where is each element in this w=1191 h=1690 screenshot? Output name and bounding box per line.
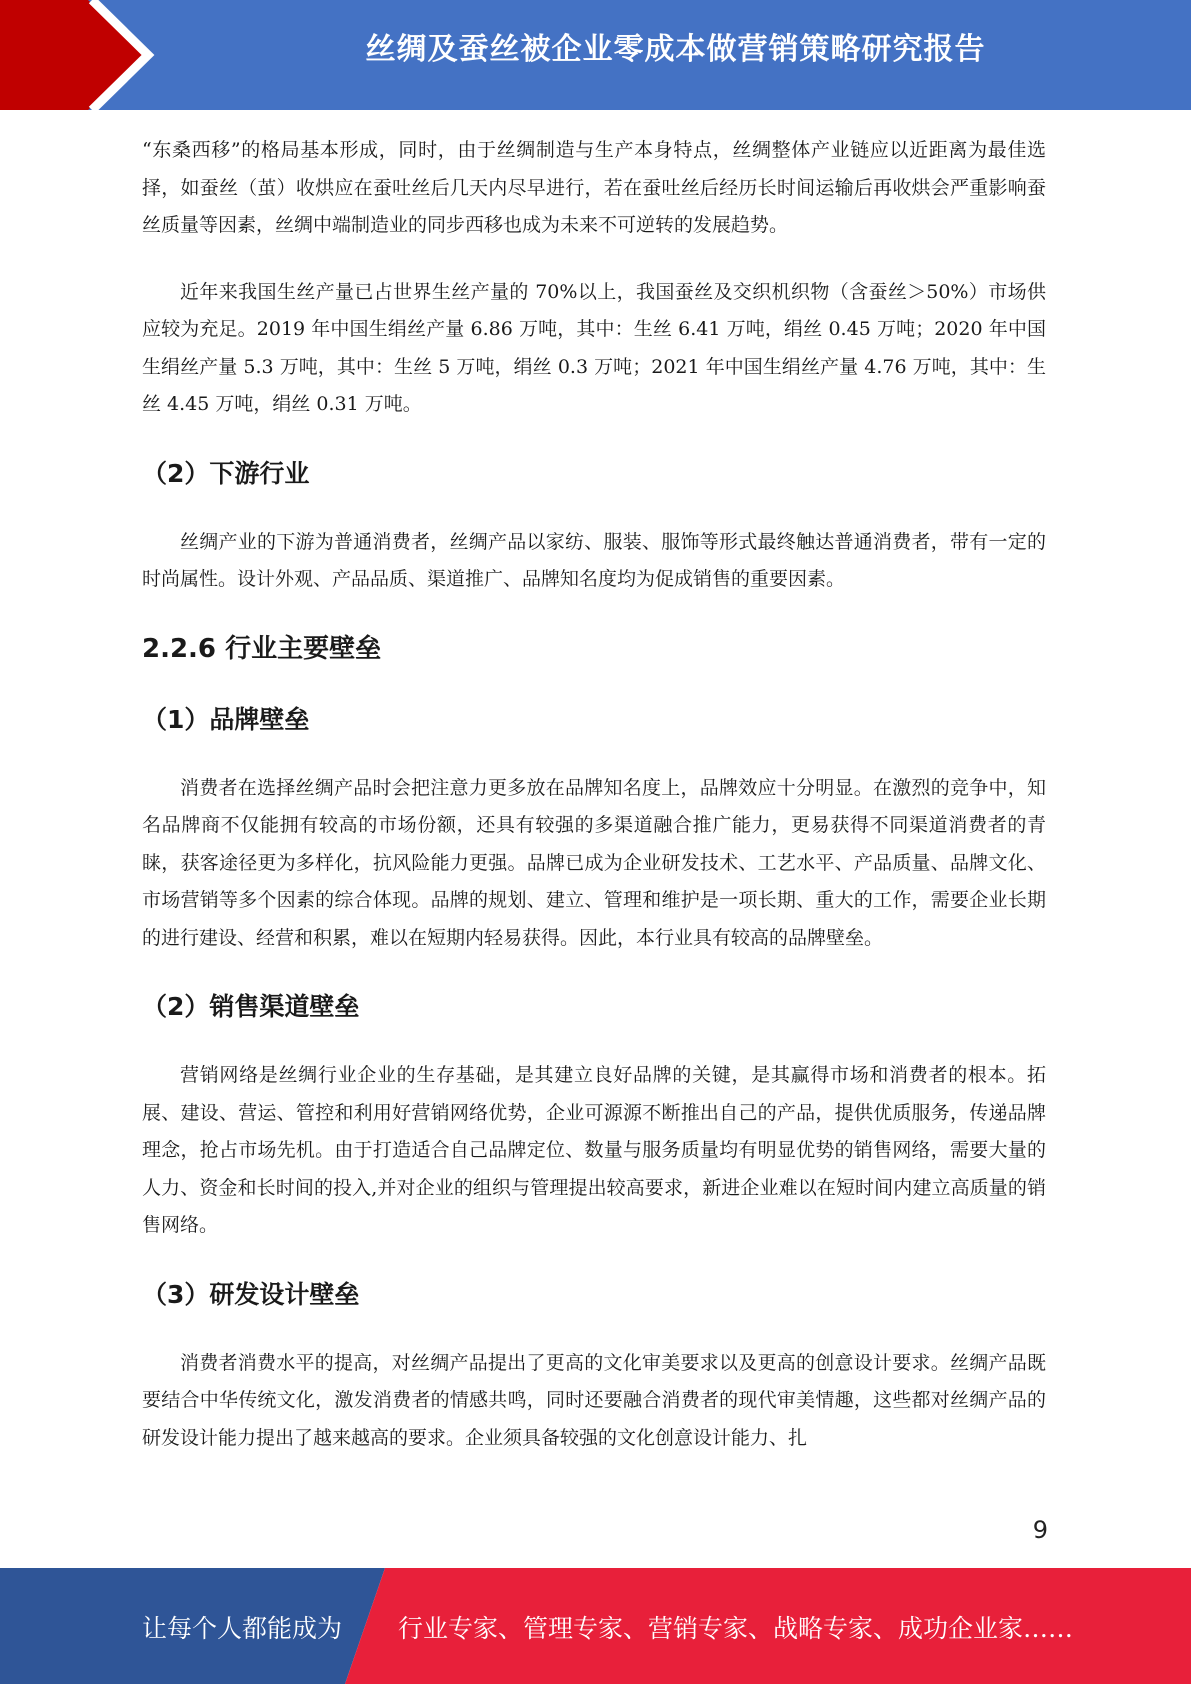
paragraph-rd-barrier: 消费者消费水平的提高，对丝绸产品提出了更高的文化审美要求以及更高的创意设计要求。丝绸产品既要结合中华传统文化，激发消费者的情感共鸣，同时还要融合消费者的现代审美情趣，这些都对丝绸产品的研发设计能力提出了越来越高的要求。企业须具备较强的文化创意设计能力、扎	[142, 1351, 1046, 1449]
header-chevron-decoration	[0, 0, 200, 110]
page-content	[142, 132, 1046, 1457]
footer-slogan-left: 让每个人都能成为	[142, 1614, 343, 1643]
page-footer	[0, 1568, 1191, 1684]
paragraph-channel-barrier: 营销网络是丝绸行业企业的生存基础，是其建立良好品牌的关键，是其赢得市场和消费者的根本。拓展、建设、营运、管控和利用好营销网络优势，企业可源源不断推出自己的产品，提供优质服务，传递品牌理念，抢占市场先机。由于打造适合自己品牌定位、数量与服务质量均有明显优势的销售网络，需要大量的人力、资金和长时间的投入,并对企业的组织与管理提出较高要求，新进企业难以在短时间内建立高质量的销售网络。	[142, 1064, 1046, 1236]
page-number: 9	[1032, 1516, 1048, 1544]
paragraph-downstream: 丝绸产业的下游为普通消费者，丝绸产品以家纺、服装、服饰等形式最终触达普通消费者，带有一定的时尚属性。设计外观、产品品质、渠道推广、品牌知名度均为促成销售的重要因素。	[142, 530, 1046, 590]
footer-slogan-right: 行业专家、管理专家、营销专家、战略专家、成功企业家……	[398, 1614, 1074, 1643]
paragraph-brand-barrier: 消费者在选择丝绸产品时会把注意力更多放在品牌知名度上，品牌效应十分明显。在激烈的竞争中，知名品牌商不仅能拥有较高的市场份额，还具有较强的多渠道融合推广能力，更易获得不同渠道消费者的青睐，获客途径更为多样化，抗风险能力更强。品牌已成为企业研发技术、工艺水平、产品质量、品牌文化、市场营销等多个因素的综合体现。品牌的规划、建立、管理和维护是一项长期、重大的工作，需要企业长期的进行建设、经营和积累，难以在短期内轻易获得。因此，本行业具有较高的品牌壁垒。	[142, 776, 1046, 949]
paragraph-silk-output: 近年来我国生丝产量已占世界生丝产量的 70%以上，我国蚕丝及交织机织物（含蚕丝＞50%）市场供应较为充足。2019 年中国生绢丝产量 6.86 万吨，其中：生丝 6.41 万吨，绢丝 0.45 万吨；2020 年中国生绢丝产量 5.3 万吨，其中：生丝 5 万吨，绢丝 0.3 万吨；2021 年中国生绢丝产量 4.76 万吨，其中：生丝 4.45 万吨，绢丝 0.31 万吨。	[142, 280, 1046, 415]
heading-brand-barrier: （1）品牌壁垒	[142, 704, 310, 734]
report-title: 丝绸及蚕丝被企业零成本做营销策略研究报告	[365, 32, 986, 67]
heading-rd-barrier: （3）研发设计壁垒	[142, 1279, 360, 1309]
page-header	[0, 0, 1191, 110]
paragraph-east-west-shift: “东桑西移”的格局基本形成，同时，由于丝绸制造与生产本身特点，丝绸整体产业链应以近距离为最佳选择，如蚕丝（茧）收烘应在蚕吐丝后几天内尽早进行，若在蚕吐丝后经历长时间运输后再收烘会严重影响蚕丝质量等因素，丝绸中端制造业的同步西移也成为未来不可逆转的发展趋势。	[142, 139, 1046, 236]
heading-downstream-industry: （2）下游行业	[142, 458, 310, 488]
heading-channel-barrier: （2）销售渠道壁垒	[142, 992, 360, 1021]
section-heading-barriers: 2.2.6 行业主要壁垒	[142, 633, 382, 664]
